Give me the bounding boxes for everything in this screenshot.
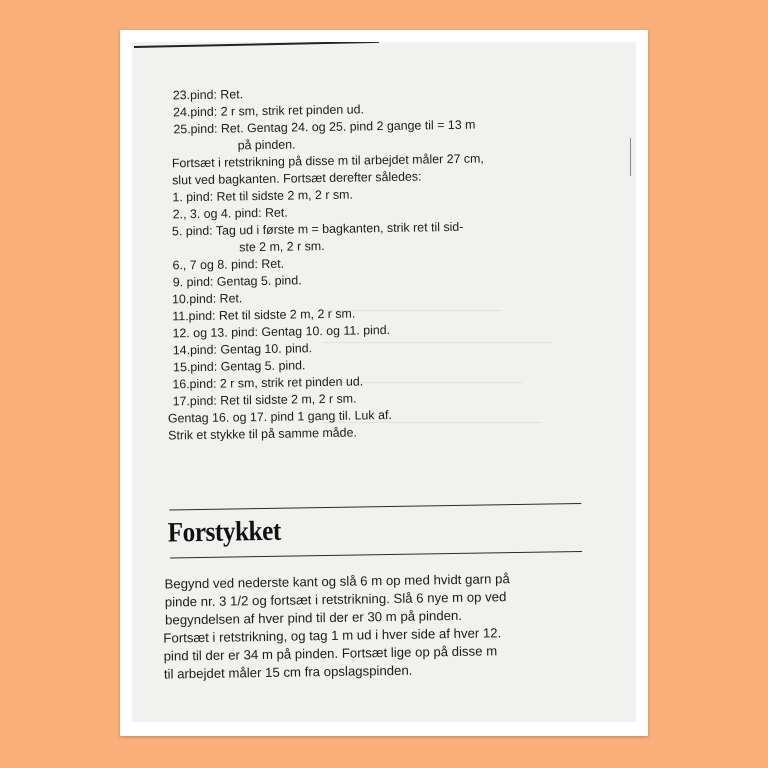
instruction-line: 10.pind: Ret. (171, 291, 243, 307)
instruction-line: slut ved bagkanten. Fortsæt derefter således: (172, 169, 422, 188)
document-page (120, 30, 648, 736)
instruction-line: 2., 3. og 4. pind: Ret. (172, 205, 288, 222)
instruction-line: ste 2 m, 2 r sm. (239, 239, 325, 255)
paragraph-line: pinde nr. 3 1/2 og fortsæt i retstrikning. Slå 6 nye m op ved (164, 589, 507, 610)
paragraph-line: begyndelsen af hver pind til der er 30 m på pinden. (164, 607, 463, 628)
instruction-line: Strik et stykke til på samme måde. (168, 425, 357, 443)
paragraph-line: Begynd ved nederste kant og slå 6 m op med hvidt garn på (164, 571, 510, 592)
instruction-line: 23.pind: Ret. (172, 87, 244, 103)
instruction-line: 25.pind: Ret. Gentag 24. og 25. pind 2 gange til = 13 m (173, 117, 476, 137)
instruction-line: 15.pind: Gentag 5. pind. (173, 358, 306, 375)
paragraph-line: pind til der er 34 m på pinden. Fortsæt lige op på disse m (163, 643, 498, 664)
instruction-line: 6., 7 og 8. pind: Ret. (172, 256, 285, 273)
section-rule-bottom (170, 551, 582, 558)
paragraph-line: til arbejdet måler 15 cm fra opslagspinden. (163, 662, 413, 682)
page-text (132, 42, 636, 722)
instruction-line: 14.pind: Gentag 10. pind. (172, 341, 313, 358)
instruction-line: 24.pind: 2 r sm, strik ret pinden ud. (173, 102, 364, 120)
scanned-page (132, 42, 636, 722)
instruction-line: 16.pind: 2 r sm, strik ret pinden ud. (172, 374, 364, 392)
instruction-line: 17.pind: Ret til sidste 2 m, 2 r sm. (172, 391, 357, 409)
instruction-line: 12. og 13. pind: Gentag 10. og 11. pind. (172, 322, 391, 341)
section-rule-top (169, 503, 581, 510)
instruction-line: 11.pind: Ret til sidste 2 m, 2 r sm. (172, 306, 356, 324)
instruction-line: 1. pind: Ret til sidste 2 m, 2 r sm. (172, 187, 353, 205)
instruction-line: på pinden. (237, 137, 296, 153)
section-heading: Forstykket (167, 515, 282, 549)
instruction-line: 5. pind: Tag ud i første m = bagkanten, strik ret til sid- (171, 219, 464, 239)
instruction-line: Gentag 16. og 17. pind 1 gang til. Luk af. (167, 407, 392, 426)
instruction-line: Fortsæt i retstrikning på disse m til arbejdet måler 27 cm, (171, 151, 484, 171)
instruction-line: 9. pind: Gentag 5. pind. (172, 273, 302, 290)
paragraph-line: Fortsæt i retstrikning, og tag 1 m ud i hver side af hver 12. (163, 625, 502, 646)
